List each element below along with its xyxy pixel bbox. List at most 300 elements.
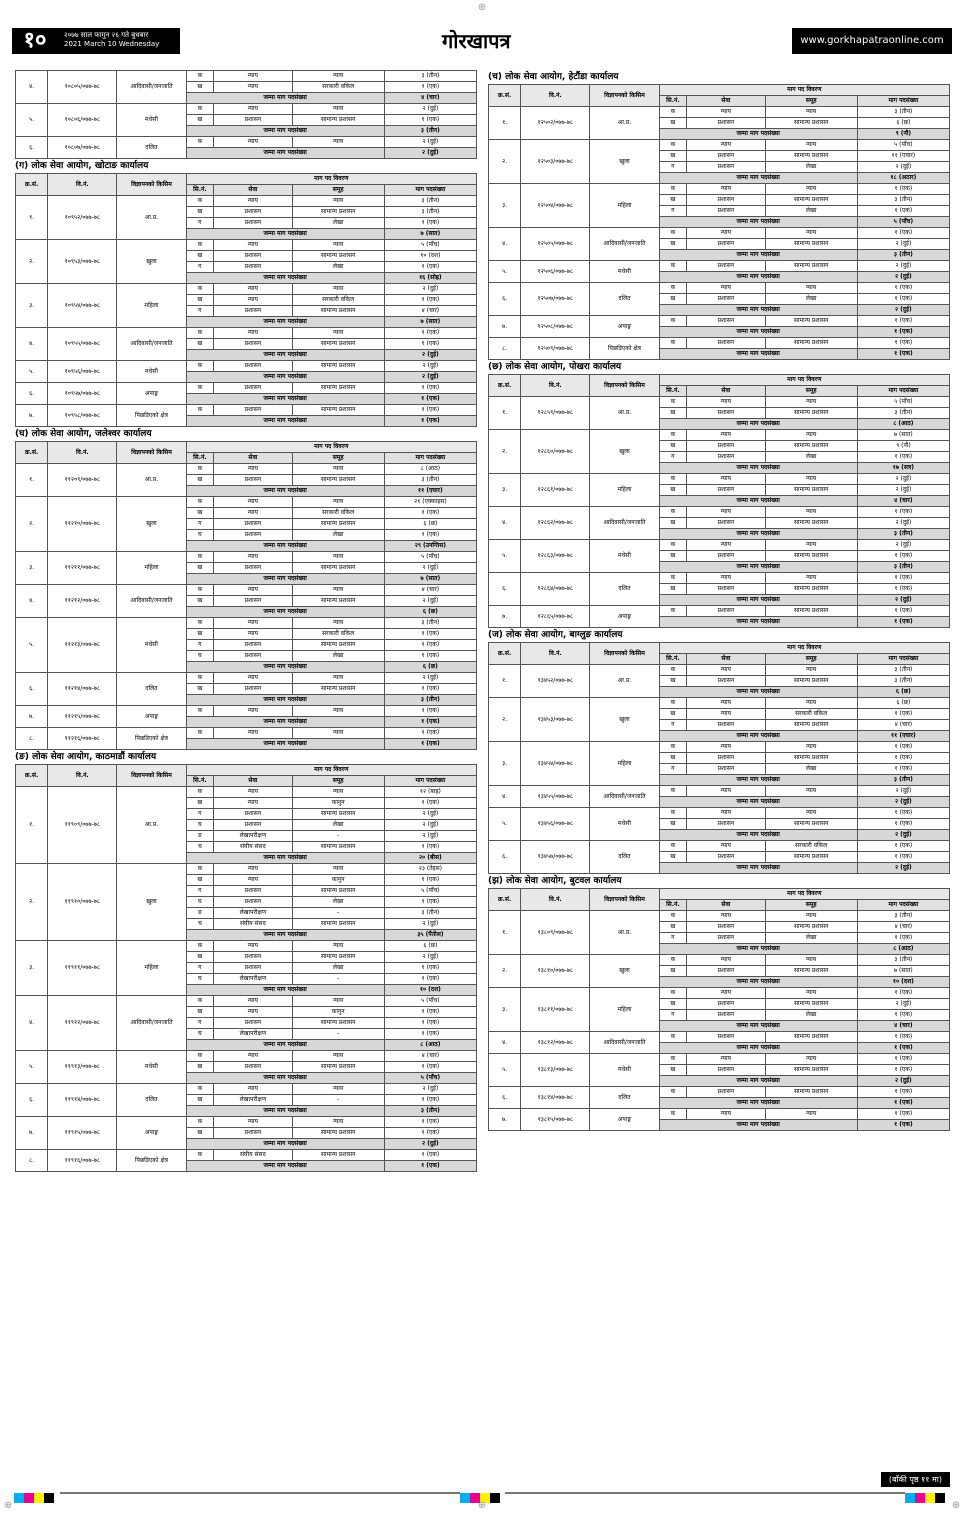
sub-serial-cell: क — [186, 1084, 214, 1095]
serial-cell: २. — [489, 140, 521, 184]
count-cell: २ (दुई) — [384, 563, 476, 574]
service-cell: न्याय — [687, 430, 765, 441]
sub-serial-cell: ख — [186, 1128, 214, 1139]
table-row — [16, 996, 477, 1007]
group-cell: लेखा — [292, 262, 384, 273]
sub-serial-cell: क — [659, 698, 687, 709]
total-label: जम्मा माग पदसंख्या — [659, 775, 857, 786]
count-cell: १ (एक) — [384, 1095, 476, 1106]
header-serial: क्र.सं. — [489, 375, 521, 397]
count-cell: ३ (तीन) — [857, 195, 949, 206]
advert-type-cell: महिला — [117, 284, 186, 328]
sub-serial-cell: च — [186, 919, 214, 930]
sub-serial-cell: ख — [659, 441, 687, 452]
total-value: ४ (चार) — [384, 93, 476, 104]
group-cell: न्याय — [765, 1054, 857, 1065]
service-cell: न्याय — [214, 284, 292, 295]
table-row — [489, 742, 950, 753]
advert-number-cell: १०८०७/०७७-७८ — [48, 137, 117, 159]
sub-serial-cell: क — [659, 1032, 687, 1043]
service-cell: प्रशासन — [214, 952, 292, 963]
service-cell: लेखापरीक्षण — [214, 831, 292, 842]
group-cell: लेखा — [765, 933, 857, 944]
advert-type-cell: अपाङ्ग — [590, 1109, 659, 1131]
total-value: २ (दुई) — [857, 863, 949, 874]
service-cell: न्याय — [214, 585, 292, 596]
crop-mark-icon: ⊕ — [477, 1500, 487, 1511]
service-cell: प्रशासन — [687, 1087, 765, 1098]
sub-serial-cell: क — [659, 261, 687, 272]
total-label: जम्मा माग पदसंख्या — [186, 985, 384, 996]
service-cell: प्रशासन — [214, 963, 292, 974]
table-row — [16, 383, 477, 394]
sub-serial-cell: क — [186, 137, 214, 148]
header-row — [489, 643, 950, 654]
advert-number-cell: ११९१५/०७७-७८ — [48, 1117, 117, 1150]
total-label: जम्मा माग पदसंख्या — [659, 797, 857, 808]
group-cell: - — [292, 908, 384, 919]
header-advert-type: विज्ञापनको किसिम — [590, 85, 659, 107]
advert-number-cell: १३४५५/०७७-७८ — [521, 786, 590, 808]
serial-cell: १. — [16, 464, 48, 497]
service-cell: न्याय — [687, 507, 765, 518]
advert-type-cell: आ.प्र. — [117, 196, 186, 240]
advert-number-cell: १३८१४/०७७-७८ — [521, 1087, 590, 1109]
count-cell: १ (एक) — [857, 184, 949, 195]
total-value: ११ (एघार) — [384, 486, 476, 497]
service-cell: प्रशासन — [687, 485, 765, 496]
total-value: २ (दुई) — [857, 305, 949, 316]
sub-serial-cell: घ — [186, 530, 214, 541]
service-cell: प्रशासन — [687, 261, 765, 272]
total-value: ६ (छ) — [384, 662, 476, 673]
service-cell: प्रशासन — [214, 339, 292, 350]
group-cell: सामान्य प्रशासन — [765, 676, 857, 687]
count-cell: ६ (छ) — [857, 118, 949, 129]
header-row — [489, 85, 950, 96]
total-label: जम्मा माग पदसंख्या — [659, 1021, 857, 1032]
group-cell: लेखा — [765, 162, 857, 173]
table-row — [489, 474, 950, 485]
service-cell: प्रशासन — [214, 306, 292, 317]
total-value: १ (एक) — [857, 1120, 949, 1131]
total-value: २ (दुई) — [857, 272, 949, 283]
total-label: जम्मा माग पदसंख्या — [186, 1106, 384, 1117]
advert-number-cell: १२८६३/०७७-७८ — [521, 540, 590, 573]
header-row — [489, 375, 950, 386]
count-cell: ५ (पाँच) — [857, 140, 949, 151]
sub-serial-cell: घ — [186, 974, 214, 985]
sub-serial-cell: ग — [186, 809, 214, 820]
advert-type-cell: आ.प्र. — [590, 665, 659, 698]
header-sub-serial: सि.नं. — [186, 185, 214, 196]
color-swatch-yellow — [925, 1493, 935, 1503]
advert-number-cell: १२५०५/०७७-७८ — [521, 228, 590, 261]
total-value: १० (दश) — [384, 985, 476, 996]
total-label: जम्मा माग पदसंख्या — [659, 419, 857, 430]
group-cell: न्याय — [765, 808, 857, 819]
table-row — [16, 240, 477, 251]
total-label: जम्मा माग पदसंख्या — [186, 394, 384, 405]
service-cell: न्याय — [687, 184, 765, 195]
count-cell: २ (दुई) — [857, 786, 949, 797]
group-cell: लेखा — [765, 1010, 857, 1021]
sub-serial-cell: ख — [659, 753, 687, 764]
service-cell: प्रशासन — [214, 251, 292, 262]
advert-type-cell: मधेसी — [117, 104, 186, 137]
header-sub-serial: सि.नं. — [186, 776, 214, 787]
sub-serial-cell: ख — [186, 952, 214, 963]
sub-serial-cell: ख — [186, 475, 214, 486]
total-value: ७ (सात) — [384, 229, 476, 240]
total-value: १० (दश) — [857, 977, 949, 988]
count-cell: १ (एक) — [384, 1128, 476, 1139]
sub-serial-cell: ख — [659, 294, 687, 305]
service-cell: प्रशासन — [214, 405, 292, 416]
serial-cell: ७. — [489, 316, 521, 338]
advert-type-cell: आदिवासी/जनजाति — [590, 786, 659, 808]
sub-serial-cell: क — [186, 328, 214, 339]
group-cell: न्याय — [292, 618, 384, 629]
serial-cell: ६. — [489, 283, 521, 316]
service-cell: न्याय — [687, 808, 765, 819]
header-count: माग पदसंख्या — [384, 185, 476, 196]
sub-serial-cell: ग — [659, 162, 687, 173]
table-row — [489, 261, 950, 272]
sub-serial-cell: ग — [186, 218, 214, 229]
total-label: जम्मा माग पदसंख्या — [186, 930, 384, 941]
sub-serial-cell: क — [186, 1051, 214, 1062]
serial-cell: २. — [16, 240, 48, 284]
header-demand-detail: माग पद विवरण — [186, 765, 476, 776]
service-cell: प्रशासन — [214, 1062, 292, 1073]
group-cell: सामान्य प्रशासन — [765, 551, 857, 562]
sub-serial-cell: ख — [659, 584, 687, 595]
color-swatch-black — [490, 1493, 500, 1503]
website-link[interactable]: www.gorkhapatraonline.com — [792, 28, 952, 54]
advert-number-cell: ११२१५/०७७-७८ — [48, 706, 117, 728]
serial-cell: ५. — [16, 104, 48, 137]
header-sub-serial: सि.नं. — [659, 900, 687, 911]
advert-number-cell: ११२०९/०७७-७८ — [48, 464, 117, 497]
sub-serial-cell: ख — [186, 295, 214, 306]
serial-cell: ६. — [16, 673, 48, 706]
serial-cell: ५. — [489, 540, 521, 573]
color-swatch-black — [44, 1493, 54, 1503]
registration-line — [505, 1492, 905, 1494]
count-cell: २ (दुई) — [857, 474, 949, 485]
group-cell: न्याय — [765, 430, 857, 441]
color-swatch-cyan — [14, 1493, 24, 1503]
total-label: जम्मा माग पदसंख्या — [186, 317, 384, 328]
group-cell: न्याय — [765, 698, 857, 709]
advert-type-cell: आ.प्र. — [117, 464, 186, 497]
total-value: २० (बीस) — [384, 853, 476, 864]
group-cell: सामान्य प्रशासन — [292, 306, 384, 317]
service-cell: प्रशासन — [214, 596, 292, 607]
serial-cell: ३. — [16, 552, 48, 585]
group-cell: सामान्य प्रशासन — [292, 640, 384, 651]
service-cell: न्याय — [687, 397, 765, 408]
total-value: २ (दुई) — [384, 350, 476, 361]
count-cell: २ (दुई) — [384, 919, 476, 930]
sub-serial-cell: ख — [186, 563, 214, 574]
service-cell: न्याय — [214, 864, 292, 875]
count-cell: ३ (तीन) — [857, 676, 949, 687]
total-label: जम्मा माग पदसंख्या — [186, 93, 384, 104]
header-advert-number: वि.नं. — [521, 375, 590, 397]
advert-type-cell: आ.प्र. — [117, 787, 186, 864]
total-label: जम्मा माग पदसंख्या — [659, 863, 857, 874]
sub-serial-cell: ख — [659, 195, 687, 206]
advert-number-cell: १२८६५/०७७-७८ — [521, 606, 590, 628]
total-value: ३ (तीन) — [384, 695, 476, 706]
count-cell: १ (एक) — [384, 728, 476, 739]
service-cell: प्रशासन — [687, 162, 765, 173]
table-row — [16, 673, 477, 684]
count-cell: ३ (तीन) — [384, 908, 476, 919]
table-row — [16, 1117, 477, 1128]
group-cell: लेखा — [292, 820, 384, 831]
group-cell: - — [292, 1029, 384, 1040]
service-cell: प्रशासन — [214, 262, 292, 273]
service-cell: न्याय — [687, 1109, 765, 1120]
serial-cell: २. — [489, 430, 521, 474]
sub-serial-cell: घ — [186, 651, 214, 662]
group-cell: सरकारी वकिल — [292, 82, 384, 93]
header-count: माग पदसंख्या — [857, 386, 949, 397]
serial-cell: ५. — [16, 618, 48, 673]
group-cell: - — [292, 1095, 384, 1106]
sub-serial-cell: क — [659, 316, 687, 327]
advert-type-cell: आ.प्र. — [590, 107, 659, 140]
advert-type-cell: पिछडिएको क्षेत्र — [117, 405, 186, 427]
sub-serial-cell: ख — [186, 508, 214, 519]
serial-cell: १. — [489, 107, 521, 140]
group-cell: न्याय — [292, 497, 384, 508]
vacancy-table — [488, 888, 950, 1131]
advert-number-cell: ११९१३/०७७-७८ — [48, 1051, 117, 1084]
advert-type-cell: अपाङ्ग — [590, 606, 659, 628]
count-cell: १ (एक) — [857, 507, 949, 518]
service-cell: संघीय संसद — [214, 919, 292, 930]
service-cell: प्रशासन — [687, 338, 765, 349]
total-label: जम्मा माग पदसंख्या — [659, 217, 857, 228]
advert-number-cell: १२५०३/०७७-७८ — [521, 140, 590, 184]
table-row — [489, 606, 950, 617]
sub-serial-cell: क — [659, 1087, 687, 1098]
count-cell: २ (दुई) — [857, 239, 949, 250]
sub-serial-cell: क — [186, 361, 214, 372]
serial-cell: ७. — [16, 706, 48, 728]
sub-serial-cell: ग — [186, 306, 214, 317]
service-cell: न्याय — [214, 497, 292, 508]
total-value: ५ (पाँच) — [857, 217, 949, 228]
sub-serial-cell: क — [659, 283, 687, 294]
count-cell: ३ (तीन) — [857, 911, 949, 922]
count-cell: २ (दुई) — [384, 809, 476, 820]
total-value: ३ (तीन) — [384, 126, 476, 137]
sub-serial-cell: ख — [186, 251, 214, 262]
header-demand-detail: माग पद विवरण — [659, 643, 949, 654]
total-label: जम्मा माग पदसंख्या — [659, 529, 857, 540]
advert-type-cell: अपाङ्ग — [117, 706, 186, 728]
advert-type-cell: खुला — [590, 140, 659, 184]
service-cell: संघीय संसद — [214, 842, 292, 853]
serial-cell: १. — [489, 911, 521, 955]
service-cell: न्याय — [214, 875, 292, 886]
total-value: २ (दुई) — [857, 797, 949, 808]
count-cell: १ (एक) — [857, 1065, 949, 1076]
total-label: जम्मा माग पदसंख्या — [186, 273, 384, 284]
group-cell: सरकारी वकिल — [292, 629, 384, 640]
left-column — [15, 70, 477, 1172]
service-cell: प्रशासन — [687, 933, 765, 944]
table-row — [16, 941, 477, 952]
service-cell: न्याय — [214, 464, 292, 475]
total-label: जम्मा माग पदसंख्या — [659, 305, 857, 316]
total-value: १ (एक) — [857, 1098, 949, 1109]
group-cell: सामान्य प्रशासन — [765, 819, 857, 830]
sub-serial-cell: ख — [186, 798, 214, 809]
serial-cell: ५. — [489, 261, 521, 283]
total-label: जम्मा माग पदसंख्या — [659, 617, 857, 628]
advert-type-cell: खुला — [117, 497, 186, 552]
sub-serial-cell: ख — [659, 518, 687, 529]
service-cell: न्याय — [214, 240, 292, 251]
total-label: जम्मा माग पदसंख्या — [659, 327, 857, 338]
total-label: जम्मा माग पदसंख्या — [186, 350, 384, 361]
header-serial: क्र.सं. — [489, 889, 521, 911]
right-column — [488, 70, 950, 1131]
date-english: 2021 March 10 Wednesday — [64, 40, 160, 48]
header-advert-type: विज्ञापनको किसिम — [590, 375, 659, 397]
count-cell: १ (एक) — [857, 283, 949, 294]
sub-serial-cell: ख — [186, 875, 214, 886]
group-cell: सरकारी वकिल — [765, 709, 857, 720]
service-cell: प्रशासन — [687, 408, 765, 419]
advert-type-cell: आदिवासी/जनजाति — [117, 328, 186, 361]
count-cell: २ (दुई) — [384, 137, 476, 148]
count-cell: १ (एक) — [857, 338, 949, 349]
service-cell: प्रशासन — [687, 294, 765, 305]
count-cell: १ (एक) — [384, 1117, 476, 1128]
count-cell: ६ (छ) — [384, 941, 476, 952]
count-cell: ४ (चार) — [857, 922, 949, 933]
group-cell: न्याय — [292, 196, 384, 207]
serial-cell: ३. — [489, 184, 521, 228]
sub-serial-cell: क — [186, 284, 214, 295]
count-cell: १ (एक) — [384, 1062, 476, 1073]
advert-number-cell: १२५०२/०७७-७८ — [521, 107, 590, 140]
advert-number-cell: १३४५६/०७७-७८ — [521, 808, 590, 841]
table-row — [489, 911, 950, 922]
total-label: जम्मा माग पदसंख्या — [186, 416, 384, 427]
count-cell: ८ (आठ) — [384, 464, 476, 475]
advert-type-cell: आदिवासी/जनजाति — [590, 1032, 659, 1054]
count-cell: २१ (एक्काइस) — [384, 497, 476, 508]
serial-cell: ८. — [16, 1150, 48, 1172]
service-cell: प्रशासन — [687, 764, 765, 775]
advert-type-cell: आ.प्र. — [590, 397, 659, 430]
service-cell: न्याय — [214, 673, 292, 684]
table-row — [489, 283, 950, 294]
count-cell: ५ (पाँच) — [384, 240, 476, 251]
serial-cell: ७. — [489, 606, 521, 628]
total-label: जम्मा माग पदसंख्या — [659, 1098, 857, 1109]
service-cell: प्रशासन — [687, 1032, 765, 1043]
group-cell: न्याय — [292, 284, 384, 295]
service-cell: प्रशासन — [214, 475, 292, 486]
sub-serial-cell: क — [659, 911, 687, 922]
total-value: १६ (सोह्र) — [384, 273, 476, 284]
group-cell: न्याय — [292, 464, 384, 475]
serial-cell: ४. — [16, 328, 48, 361]
count-cell: २ (दुई) — [384, 1084, 476, 1095]
group-cell: न्याय — [765, 955, 857, 966]
vacancy-table — [15, 764, 477, 1172]
advert-type-cell: महिला — [590, 742, 659, 786]
service-cell: न्याय — [687, 140, 765, 151]
sub-serial-cell: क — [659, 955, 687, 966]
sub-serial-cell: ख — [186, 339, 214, 350]
header-serial: क्र.सं. — [16, 765, 48, 787]
total-label: जम्मा माग पदसंख्या — [186, 695, 384, 706]
total-label: जम्मा माग पदसंख्या — [659, 595, 857, 606]
advert-type-cell: पिछडिएको क्षेत्र — [590, 338, 659, 360]
service-cell: न्याय — [214, 706, 292, 717]
sub-serial-cell: ख — [186, 629, 214, 640]
group-cell: न्याय — [292, 864, 384, 875]
sub-serial-cell: ग — [659, 206, 687, 217]
group-cell: लेखा — [765, 452, 857, 463]
group-cell: सामान्य प्रशासन — [292, 405, 384, 416]
service-cell: प्रशासन — [687, 239, 765, 250]
count-cell: १ (एक) — [857, 841, 949, 852]
sub-serial-cell: क — [659, 1054, 687, 1065]
advert-number-cell: १०८०५/०७७-७८ — [48, 71, 117, 104]
count-cell: १ (एक) — [857, 294, 949, 305]
group-cell: न्याय — [292, 585, 384, 596]
group-cell: सामान्य प्रशासन — [292, 251, 384, 262]
advert-number-cell: ११९१०/०७७-७८ — [48, 864, 117, 941]
table-row — [16, 706, 477, 717]
sub-serial-cell: क — [186, 104, 214, 115]
group-cell: कानुन — [292, 798, 384, 809]
header-advert-type: विज्ञापनको किसिम — [117, 174, 186, 196]
count-cell: १ (एक) — [384, 383, 476, 394]
service-cell: न्याय — [687, 540, 765, 551]
sub-serial-cell: ख — [659, 819, 687, 830]
total-value: ९ (नौ) — [857, 129, 949, 140]
service-cell: न्याय — [214, 996, 292, 1007]
sub-serial-cell: क — [659, 507, 687, 518]
office-section-title: (ग) लोक सेवा आयोग, खोटाङ कार्यालय — [15, 161, 149, 171]
count-cell: १ (एक) — [857, 764, 949, 775]
count-cell: १ (एक) — [857, 852, 949, 863]
sub-serial-cell: क — [659, 786, 687, 797]
advert-number-cell: १२८६२/०७७-७८ — [521, 507, 590, 540]
advert-type-cell: आदिवासी/जनजाति — [590, 228, 659, 261]
sub-serial-cell: क — [659, 988, 687, 999]
header-advert-number: वि.नं. — [48, 442, 117, 464]
advert-type-cell: महिला — [117, 941, 186, 996]
sub-serial-cell: ग — [659, 452, 687, 463]
advert-type-cell: मधेसी — [590, 540, 659, 573]
table-row — [16, 71, 477, 82]
group-cell: सामान्य प्रशासन — [765, 195, 857, 206]
serial-cell: ४. — [489, 507, 521, 540]
